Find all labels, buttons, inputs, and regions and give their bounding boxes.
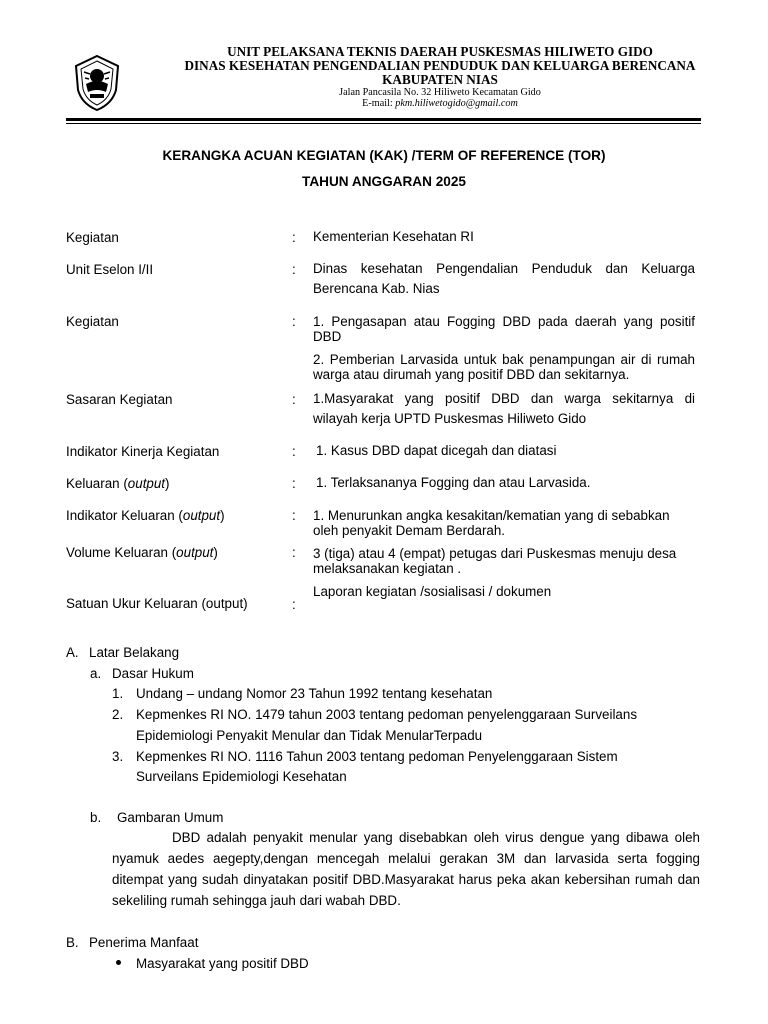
sub-b-heading: Gambaran Umum (117, 810, 224, 825)
section-b-letter: B. (66, 935, 79, 950)
colon: : (292, 597, 296, 612)
value-indikator-keluaran: 1. Menurunkan angka kesakitan/kematian yang di sebabkan oleh penyakit Demam Berdarah. (313, 508, 670, 538)
section-a-letter: A. (66, 645, 79, 660)
value-sasaran (313, 389, 695, 429)
colon: : (292, 508, 296, 523)
value-indikator-kinerja: 1. Kasus DBD dapat dicegah dan diatasi (316, 443, 557, 458)
colon: : (292, 444, 296, 459)
label-sasaran: Sasaran Kegiatan (66, 392, 173, 407)
label-unit-eselon: Unit Eselon I/II (66, 262, 154, 277)
list-item-text: Kepmenkes RI NO. 1479 tahun 2003 tentang pedoman penyelenggaraan Surveilans (136, 707, 638, 722)
value-sasaran-line-1: 1.Masyarakat yang positif DBD dan warga sekitarnya di (313, 391, 695, 406)
colon: : (292, 262, 296, 277)
letterhead-rule-thick (66, 118, 701, 121)
value-volume-keluaran: 3 (tiga) atau 4 (empat) petugas dari Puskesmas menuju desa melaksanakan kegiatan . (313, 546, 677, 576)
label-satuan-ukur: Satuan Ukur Keluaran (output) (66, 596, 248, 611)
label-indikator-kinerja: Indikator Kinerja Kegiatan (66, 444, 220, 459)
document-subtitle: TAHUN ANGGARAN 2025 (302, 174, 466, 189)
label-volume-keluaran: Volume Keluaran (output) (66, 545, 218, 560)
list-item-text: Undang – undang Nomor 23 Tahun 1992 tentang kesehatan (136, 686, 493, 701)
label-kegiatan-2: Kegiatan (66, 314, 119, 329)
letterhead-rule-thin (66, 123, 701, 124)
value-satuan-ukur: Laporan kegiatan /sosialisasi / dokumen (313, 584, 552, 599)
value-kegiatan: Kementerian Kesehatan RI (313, 229, 474, 244)
value-unit-line-1: Dinas kesehatan Pengendalian Penduduk dan Keluarga (313, 261, 695, 276)
value-unit-line-2: Berencana Kab. Nias (313, 281, 440, 296)
list-item-text-continued: Surveilans Epidemiologi Kesehatan (136, 769, 347, 784)
email-address: pkm.hiliwetogido@gmail.com (395, 98, 518, 109)
list-item-text-continued: Epidemiologi Penyakit Menular dan Tidak MenularTerpadu (136, 728, 483, 743)
letterhead-email-line (120, 98, 760, 109)
gambaran-umum-paragraph (112, 827, 700, 911)
email-label: E-mail: (362, 98, 393, 109)
label-indikator-keluaran: Indikator Keluaran (output) (66, 508, 225, 523)
document-title: KERANGKA ACUAN KEGIATAN (KAK) /TERM OF REFERENCE (TOR) (162, 148, 606, 163)
letterhead-line-2: DINAS KESEHATAN PENGENDALIAN PENDUDUK DAN KELUARGA BERENCANA (184, 58, 696, 73)
sub-b-letter: b. (90, 810, 102, 825)
value-keluaran: 1. Terlaksananya Fogging dan atau Larvasida. (316, 475, 591, 490)
sub-a-letter: a. (90, 666, 102, 681)
value-sasaran-line-2: wilayah kerja UPTD Puskesmas Hiliweto Gido (313, 411, 587, 426)
label-keluaran: Keluaran (output) (66, 476, 170, 491)
value-kegiatan-item-2: 2. Pemberian Larvasida untuk bak penampungan air di rumah warga atau dirumah yang positif DBD dan sekitarnya. (313, 352, 695, 382)
colon: : (292, 476, 296, 491)
list-item-number: 3. (112, 749, 124, 764)
value-unit-eselon (313, 259, 695, 299)
colon: : (292, 230, 296, 245)
sub-a-heading: Dasar Hukum (112, 666, 194, 681)
letterhead-line-1: UNIT PELAKSANA TEKNIS DAERAH PUSKESMAS HILIWETO GIDO (227, 44, 653, 59)
paragraph-text: DBD adalah penyakit menular yang disebabkan oleh virus dengue yang dibawa oleh nyamuk aedes aegepty,dengan mencegah melalui gerakan 3M dan larvasida serta fogging ditempat yang sudah dinyatakan positif DBD.Masyarakat harus peka akan kebersihan rumah dan sekeliling rumah sehingga jauh dari wabah DBD. (112, 830, 700, 908)
label-kegiatan: Kegiatan (66, 230, 119, 245)
letterhead-line-3: KABUPATEN NIAS (382, 72, 498, 87)
colon: : (292, 545, 296, 560)
colon: : (292, 314, 296, 329)
bullet-icon (116, 960, 121, 965)
regency-emblem-icon (72, 54, 122, 112)
list-item-text: Kepmenkes RI NO. 1116 Tahun 2003 tentang pedoman Penyelenggaraan Sistem (136, 749, 618, 764)
section-b-heading: Penerima Manfaat (89, 935, 199, 950)
list-item-number: 2. (112, 707, 124, 722)
section-a-heading: Latar Belakang (89, 645, 180, 660)
letterhead-address: Jalan Pancasila No. 32 Hiliweto Kecamatan Gido (339, 87, 541, 98)
value-kegiatan-item-1: 1. Pengasapan atau Fogging DBD pada daerah yang positif DBD (313, 314, 695, 344)
list-item-number: 1. (112, 686, 124, 701)
colon: : (292, 392, 296, 407)
list-item: Masyarakat yang positif DBD (136, 956, 309, 971)
